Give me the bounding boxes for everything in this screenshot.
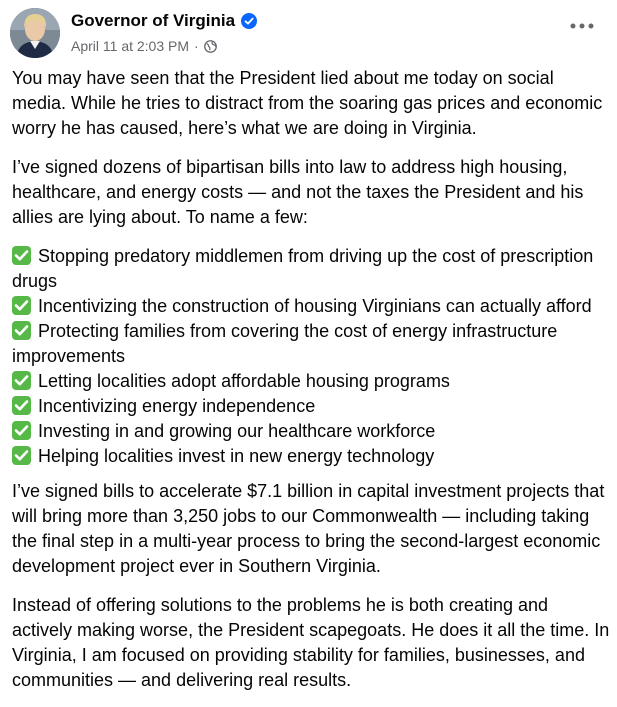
list-item	[12, 244, 610, 294]
list-item-text: Protecting families from covering the cost of energy infrastructure improvements	[12, 321, 558, 366]
post-header	[10, 6, 617, 62]
verified-badge-icon	[241, 13, 257, 29]
list-item-text: Helping localities invest in new energy technology	[38, 446, 435, 466]
meta-separator: ·	[194, 38, 199, 54]
post-paragraph: I’ve signed bills to accelerate $7.1 billion in capital investment projects that will bring more than 3,250 jobs to our Commonwealth — including taking the final step in a multi-year process to bring the second-largest economic development project ever in Southern Virginia.	[12, 481, 605, 576]
accomplishment-list	[12, 244, 610, 469]
list-item-text: Incentivizing the construction of housing Virginians can actually afford	[38, 296, 592, 316]
check-mark-icon	[12, 446, 31, 465]
post-paragraph: Instead of offering solutions to the problems he is both creating and actively making worse, the President scapegoats. He does it all the time. In Virginia, I am focused on providing stability for families, businesses, and communities — and delivering real results.	[12, 595, 610, 690]
list-item	[12, 419, 610, 444]
post-paragraph: You may have seen that the President lied about me today on social media. While he tries to distract from the soaring gas prices and economic worry he has caused, here’s what we are doing in Virginia.	[12, 68, 603, 138]
list-item-text: Incentivizing energy independence	[38, 396, 316, 416]
list-item	[12, 319, 610, 369]
list-item	[12, 294, 610, 319]
check-mark-icon	[12, 246, 31, 265]
list-item-text: Letting localities adopt affordable housing programs	[38, 371, 450, 391]
check-mark-icon	[12, 421, 31, 440]
check-mark-icon	[12, 296, 31, 315]
post-body	[12, 66, 610, 707]
check-mark-icon	[12, 371, 31, 390]
check-mark-icon	[12, 396, 31, 415]
post-meta	[71, 10, 257, 54]
author-avatar[interactable]	[10, 8, 60, 58]
author-name[interactable]: Governor of Virginia	[71, 11, 236, 30]
list-item	[12, 444, 610, 469]
globe-icon[interactable]	[204, 40, 217, 53]
list-item-text: Stopping predatory middlemen from driving up the cost of prescription drugs	[12, 246, 594, 291]
list-item	[12, 394, 610, 419]
check-mark-icon	[12, 321, 31, 340]
list-item	[12, 369, 610, 394]
more-options-icon[interactable]	[569, 20, 595, 32]
post-timestamp[interactable]: April 11 at 2:03 PM	[71, 38, 190, 54]
list-item-text: Investing in and growing our healthcare workforce	[38, 421, 436, 441]
post-paragraph: I’ve signed dozens of bipartisan bills into law to address high housing, healthcare, and energy costs — and not the taxes the President and his allies are lying about. To name a few:	[12, 157, 584, 227]
